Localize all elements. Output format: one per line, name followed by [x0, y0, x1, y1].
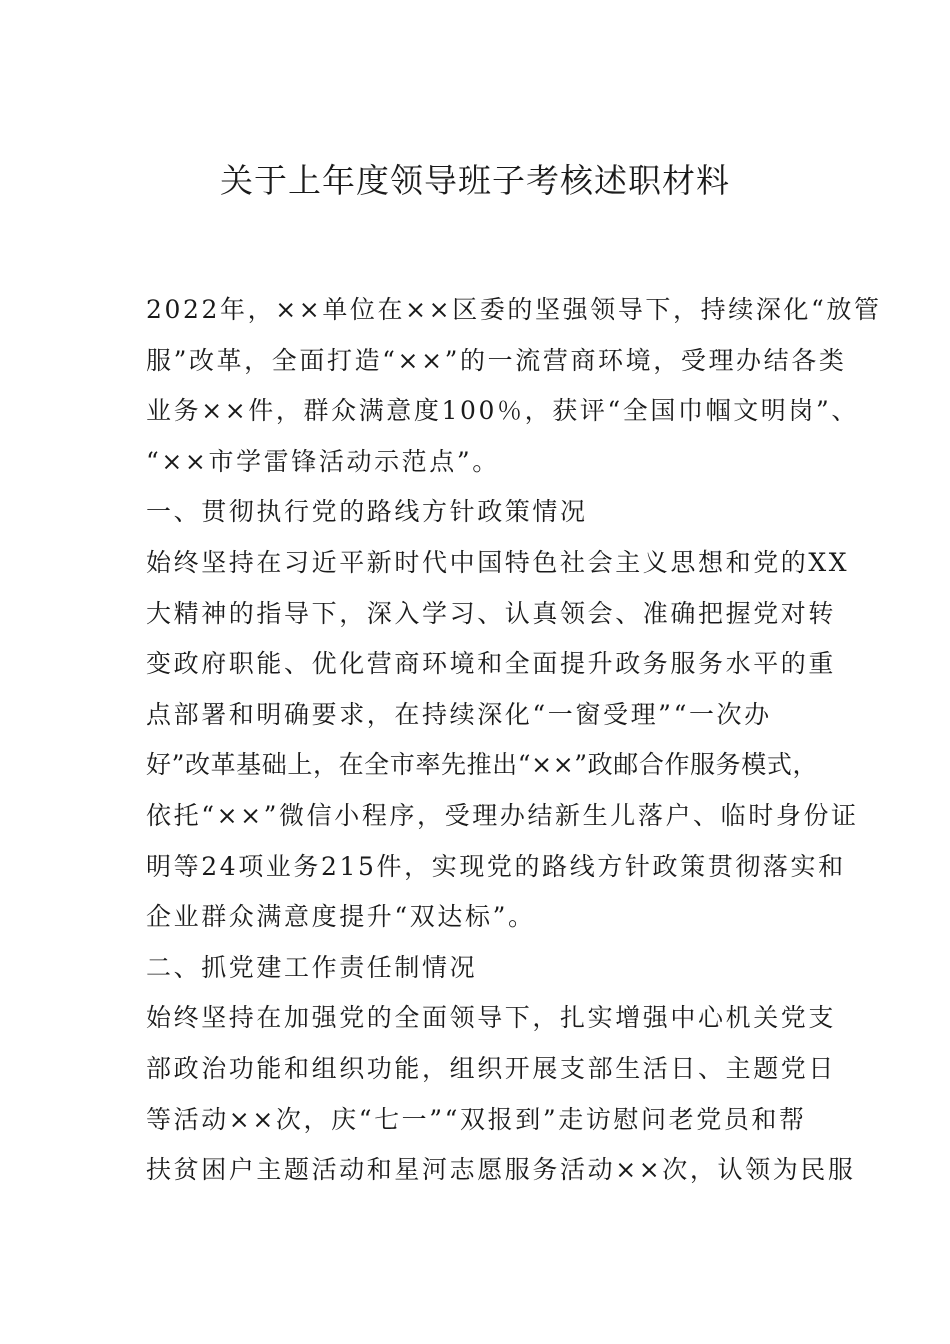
body-line: 等活动××次，庆“七一”“双报到”走访慰问老党员和帮	[146, 1104, 807, 1134]
body-line: 好”改革基础上，在全市率先推出“××”政邮合作服务模式，	[146, 750, 819, 780]
section-heading-2: 二、抓党建工作责任制情况	[146, 952, 478, 982]
body-line: “××市学雷锋活动示范点”。	[146, 446, 500, 476]
body-line: 企业群众满意度提升“双达标”。	[146, 902, 536, 932]
body-line: 点部署和明确要求，在持续深化“一窗受理”“一次办	[146, 699, 772, 729]
body-line: 部政治功能和组织功能，组织开展支部生活日、主题党日	[146, 1053, 837, 1083]
body-line: 大精神的指导下，深入学习、认真领会、准确把握党对转	[146, 598, 837, 628]
body-line: 业务××件，群众满意度100％，获评“全国巾帼文明岗”、	[146, 396, 859, 426]
body-line: 依托“××”微信小程序，受理办结新生儿落户、临时身份证	[146, 800, 859, 830]
document-body	[146, 285, 882, 1196]
body-line: 明等24项业务215件，实现党的路线方针政策贯彻落实和	[146, 851, 846, 881]
body-line: 扶贫困户主题活动和星河志愿服务活动××次，认领为民服	[146, 1155, 856, 1185]
section-heading-1: 一、贯彻执行党的路线方针政策情况	[146, 497, 588, 527]
document-title: 关于上年度领导班子考核述职材料	[220, 161, 730, 200]
body-line: 变政府职能、优化营商环境和全面提升政务服务水平的重	[146, 649, 837, 679]
body-line: 始终坚持在习近平新时代中国特色社会主义思想和党的XX	[146, 547, 850, 577]
body-line: 2022年，××单位在××区委的坚强领导下，持续深化“放管	[146, 295, 882, 324]
body-line: 服”改革，全面打造“××”的一流营商环境，受理办结各类	[146, 345, 847, 375]
body-line: 始终坚持在加强党的全面领导下，扎实增强中心机关党支	[146, 1003, 837, 1033]
